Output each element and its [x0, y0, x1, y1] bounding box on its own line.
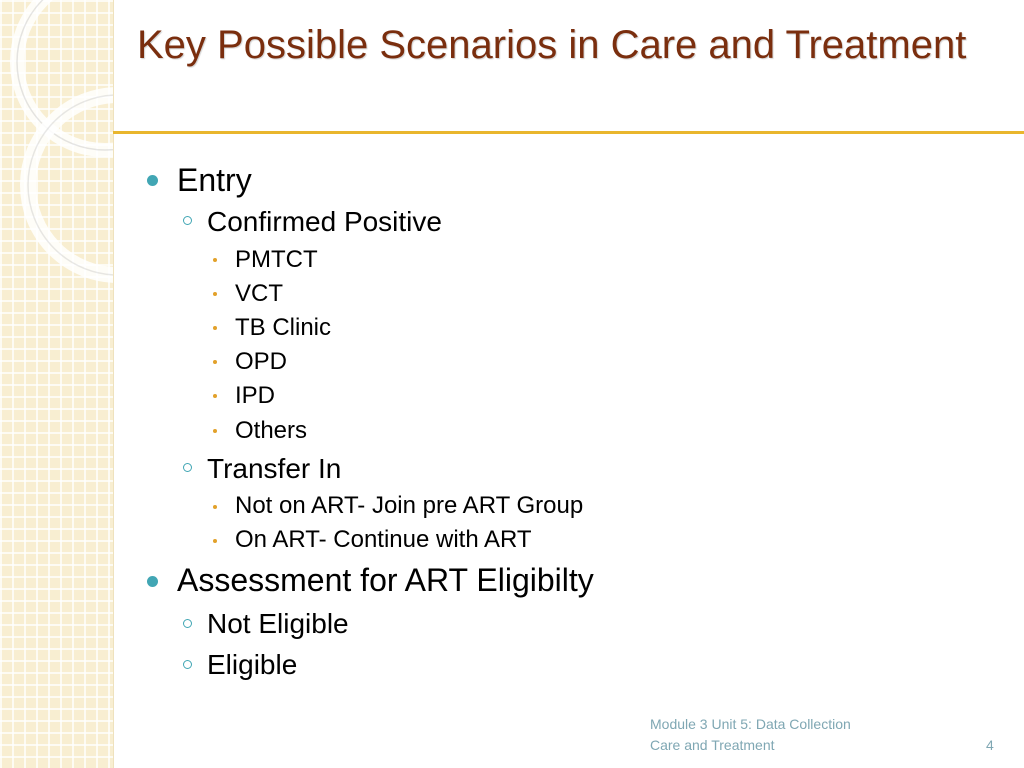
level3-bullet-icon	[213, 360, 217, 364]
level3-item: PMTCT	[235, 246, 318, 273]
level2-item: Eligible	[207, 649, 298, 680]
level3-bullet-icon	[213, 258, 217, 262]
level3-bullet-icon	[213, 326, 217, 330]
level3-item: IPD	[235, 382, 276, 409]
level1-item: Assessment for ART Eligibilty	[177, 562, 594, 598]
level3-item: TB Clinic	[235, 314, 332, 341]
level3-bullet-icon	[213, 429, 217, 433]
level2-bullet-icon	[183, 619, 192, 628]
level2-item: Not Eligible	[207, 608, 349, 639]
level3-item: OPD	[235, 348, 288, 375]
level3-item: Not on ART- Join pre ART Group	[235, 492, 584, 519]
level2-bullet-icon	[183, 463, 192, 472]
level3-bullet-icon	[213, 539, 217, 543]
footer	[650, 714, 910, 756]
level3-bullet-icon	[213, 505, 217, 509]
footer-line-2: Care and Treatment	[650, 737, 775, 753]
level1-bullet-icon	[147, 175, 158, 186]
level3-item: VCT	[235, 280, 283, 307]
level1-item: Entry	[177, 162, 252, 198]
level3-item: On ART- Continue with ART	[235, 526, 532, 553]
level3-bullet-icon	[213, 394, 217, 398]
level3-item: Others	[235, 417, 308, 444]
footer-line-1: Module 3 Unit 5: Data Collection	[650, 716, 851, 732]
level2-bullet-icon	[183, 660, 192, 669]
slide-title: Key Possible Scenarios in Care and Treatment	[137, 23, 967, 67]
level3-bullet-icon	[213, 292, 217, 296]
level1-bullet-icon	[147, 576, 158, 587]
level2-bullet-icon	[183, 216, 192, 225]
level2-item: Transfer In	[207, 453, 342, 484]
page-number: 4	[986, 737, 994, 753]
level2-item: Confirmed Positive	[207, 206, 442, 237]
